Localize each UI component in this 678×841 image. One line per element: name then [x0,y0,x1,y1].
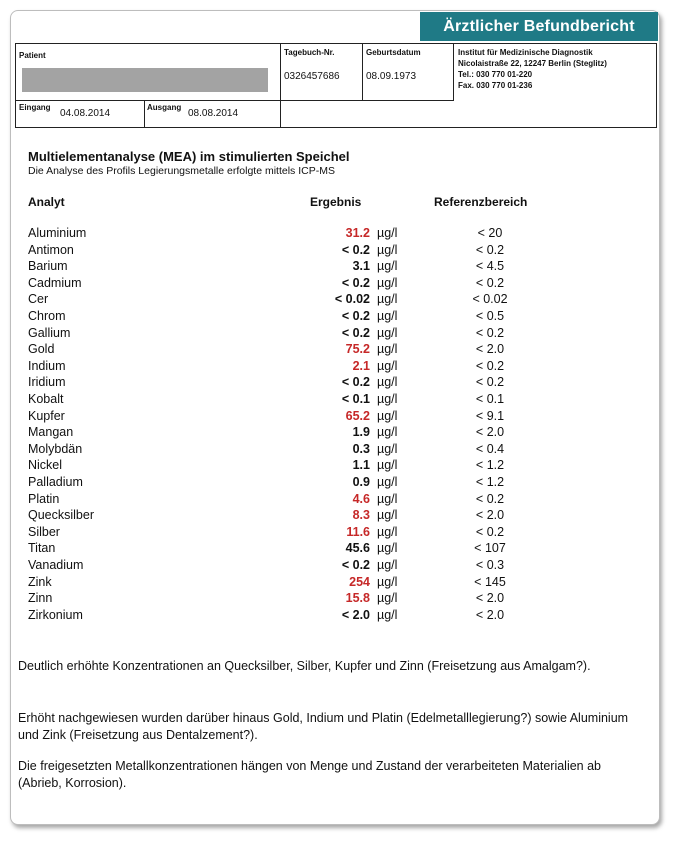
reference-range: < 9.1 [475,408,505,423]
table-row [0,226,678,243]
table-row [0,392,678,409]
report-title: Ärztlicher Befundbericht [420,12,658,41]
reference-range: < 0.2 [475,325,505,340]
table-row [0,508,678,525]
result-unit: µg/l [377,508,398,523]
reference-range: < 0.2 [475,358,505,373]
result-unit: µg/l [377,541,398,556]
reference-range: < 2.0 [475,591,505,606]
analyte-name: Cer [28,292,49,307]
analyte-name: Gallium [28,325,71,340]
analysis-subtitle: Die Analyse des Profils Legierungsmetalle erfolgte mittels ICP-MS [28,165,335,177]
table-row [0,442,678,459]
header-divider [362,44,363,101]
result-unit: µg/l [377,558,398,572]
result-unit: µg/l [377,392,398,406]
analyte-name: Mangan [28,425,74,440]
out-value: 08.08.2014 [188,108,239,119]
table-row [0,276,678,293]
analyte-name: Cadmium [28,275,82,290]
result-value: 1.9 [352,425,370,440]
table-row [0,243,678,260]
analyte-name: Palladium [28,475,83,489]
analyte-name: Kupfer [28,408,65,423]
patient-label: Patient [19,51,46,60]
out-label: Ausgang [147,103,182,112]
birth-label: Geburtsdatum [366,48,421,57]
in-value: 04.08.2014 [60,108,111,119]
analyte-name: Kobalt [28,392,64,406]
result-value: 75.2 [345,342,370,357]
result-unit: µg/l [377,591,398,606]
result-unit: µg/l [377,475,398,489]
analyte-name: Molybdän [28,441,83,456]
analyte-name: Antimon [28,242,74,257]
result-value: < 0.2 [341,375,370,390]
reference-range: < 0.4 [475,441,505,456]
result-value: 4.6 [352,491,370,506]
result-unit: µg/l [377,574,398,589]
analyte-name: Aluminium [28,226,87,240]
result-value: < 2.0 [341,607,370,622]
column-header-analyte: Analyt [28,195,65,209]
result-value: 0.3 [352,441,370,456]
result-value: < 0.2 [341,325,370,340]
result-unit: µg/l [377,458,398,473]
analyte-name: Silber [28,524,60,539]
result-value: 254 [349,574,370,589]
table-row [0,309,678,326]
table-row [0,359,678,376]
reference-range: < 0.2 [475,275,505,290]
table-row [0,558,678,575]
result-value: 2.1 [352,358,370,373]
patient-name-redacted [22,68,268,92]
reference-range: < 0.3 [475,558,505,572]
comment-paragraph: Deutlich erhöhte Konzentrationen an Quecksilber, Silber, Kupfer und Zinn (Freisetzung aus Amalgam?). [18,659,591,673]
result-value: 3.1 [352,259,370,274]
analyte-name: Iridium [28,375,66,390]
result-unit: µg/l [377,408,398,423]
result-value: 15.8 [345,591,370,606]
birth-value: 08.09.1973 [366,71,417,82]
table-row [0,458,678,475]
result-unit: µg/l [377,441,398,456]
result-unit: µg/l [377,358,398,373]
reference-range: < 2.0 [475,607,505,622]
result-unit: µg/l [377,425,398,440]
comment-paragraph: Erhöht nachgewiesen wurden darüber hinaus Gold, Indium und Platin (Edelmetalllegierung?) sowie Aluminium und Zink (Freisetzung aus Dentalzement?). [18,711,629,742]
reference-range: < 4.5 [475,259,505,274]
result-value: < 0.02 [334,292,370,307]
analyte-name: Chrom [28,309,66,323]
result-unit: µg/l [377,292,398,307]
analyte-name: Platin [28,491,60,506]
diary-value: 0326457686 [284,71,340,82]
reference-range: < 0.2 [475,375,505,390]
reference-range: < 2.0 [475,508,505,523]
column-header-reference: Referenzbereich [434,195,528,209]
result-value: 8.3 [352,508,370,523]
result-unit: µg/l [377,342,398,357]
analyte-name: Zink [28,574,52,589]
result-value: < 0.2 [341,558,370,572]
in-label: Eingang [19,103,51,112]
table-row [0,541,678,558]
table-row [0,375,678,392]
reference-range: < 107 [474,541,506,556]
diary-label: Tagebuch-Nr. [284,48,335,57]
result-value: 11.6 [346,524,370,539]
result-value: 65.2 [345,408,370,423]
result-value: < 0.2 [341,275,370,290]
result-value: < 0.2 [341,309,370,323]
header-divider [453,44,454,101]
reference-range: < 0.2 [475,491,505,506]
result-unit: µg/l [377,226,398,240]
analyte-name: Indium [28,358,66,373]
result-unit: µg/l [377,259,398,274]
institute-address [458,47,607,91]
analyte-name: Quecksilber [28,508,94,523]
reference-range: < 0.02 [472,292,508,307]
reference-range: < 0.1 [475,392,505,406]
analyte-name: Zirkonium [28,607,83,622]
result-unit: µg/l [377,524,398,539]
result-unit: µg/l [377,325,398,340]
result-value: 1.1 [352,458,370,473]
result-unit: µg/l [377,491,398,506]
column-header-result: Ergebnis [310,195,362,209]
analyte-name: Vanadium [28,558,84,572]
result-unit: µg/l [377,309,398,323]
reference-range: < 145 [474,574,506,589]
table-row [0,409,678,426]
table-row [0,525,678,542]
table-row [0,591,678,608]
analysis-title: Multielementanalyse (MEA) im stimulierten Speichel [28,149,350,164]
table-row [0,342,678,359]
table-row [0,475,678,492]
table-row [0,575,678,592]
reference-range: < 2.0 [475,425,505,440]
result-value: 45.6 [345,541,370,556]
patient-header-table [15,43,657,128]
table-row [0,292,678,309]
analyte-name: Barium [28,259,68,274]
table-row [0,259,678,276]
result-value: < 0.1 [341,392,370,406]
analyte-name: Nickel [28,458,63,473]
result-value: < 0.2 [341,242,370,257]
analyte-name: Titan [28,541,56,556]
institute-line: Nicolaistraße 22, 12247 Berlin (Steglitz) [458,59,607,68]
header-divider [144,100,145,128]
result-unit: µg/l [377,375,398,390]
institute-line: Fax. 030 770 01-236 [458,81,533,90]
header-divider [16,100,453,101]
reference-range: < 0.2 [475,242,505,257]
table-row [0,425,678,442]
result-value: 31.2 [345,226,370,240]
header-divider [280,44,281,128]
comment-paragraph: Die freigesetzten Metallkonzentrationen hängen von Menge und Zustand der verarbeiteten Materialien ab (Abrieb, Korrosion). [18,759,602,790]
reference-range: < 2.0 [475,342,505,357]
analyte-name: Zinn [28,591,53,606]
result-unit: µg/l [377,607,398,622]
result-value: 0.9 [352,475,370,489]
table-row [0,608,678,625]
reference-range: < 1.2 [475,475,505,489]
table-row [0,492,678,509]
reference-range: < 0.5 [475,309,505,323]
result-unit: µg/l [377,275,398,290]
institute-line: Tel.: 030 770 01-220 [458,70,533,79]
institute-line: Institut für Medizinische Diagnostik [458,48,593,57]
reference-range: < 1.2 [475,458,505,473]
table-row [0,326,678,343]
result-unit: µg/l [377,242,398,257]
analyte-name: Gold [28,342,55,357]
reference-range: < 20 [477,226,503,240]
reference-range: < 0.2 [475,524,505,539]
